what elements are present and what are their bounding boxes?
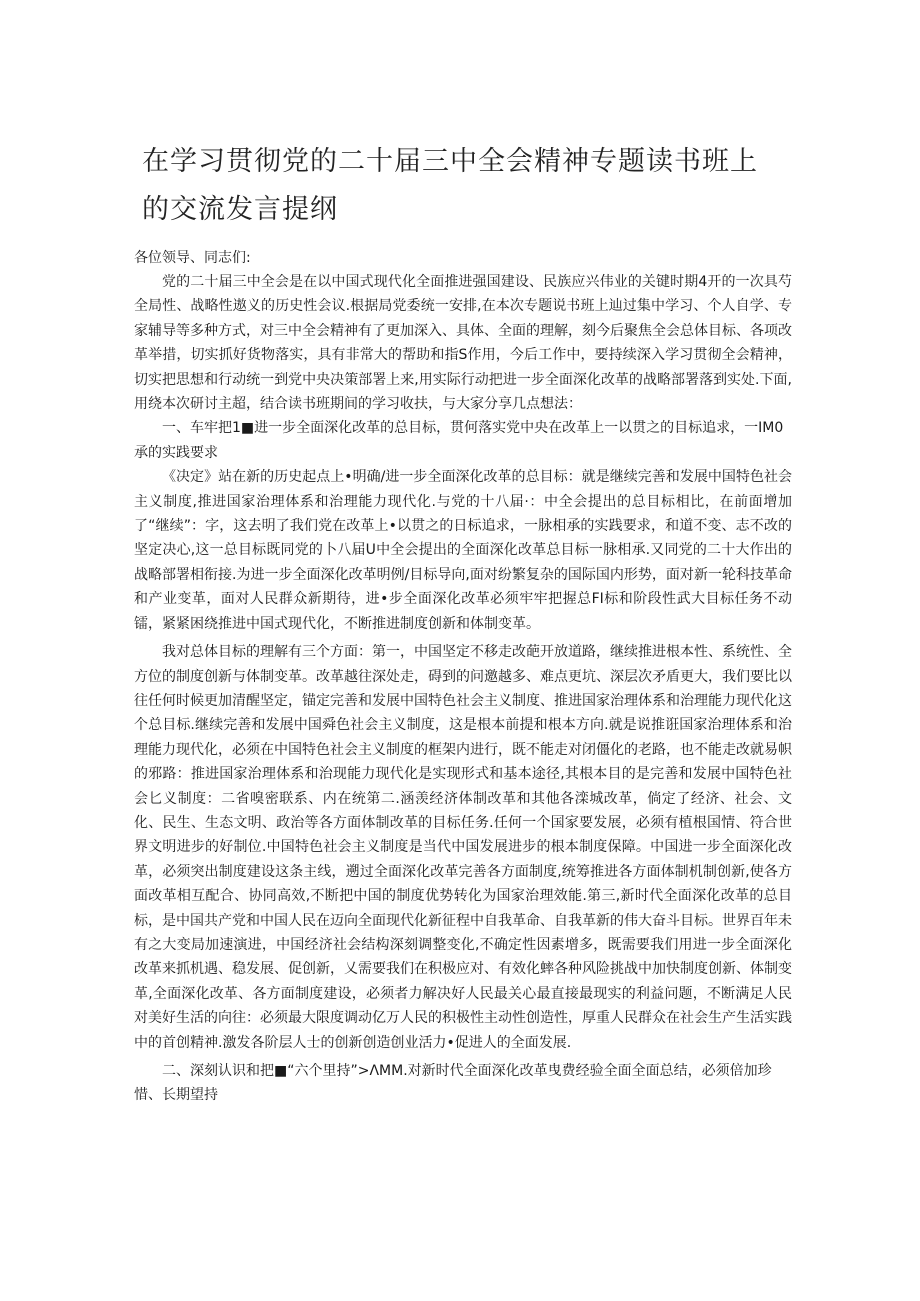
section-heading-1: 一、车牢把1■进一步全面深化改革的总目标，贯何落实党中央在改革上一以贯之的目标追求，一IM0承的实践要求 <box>134 420 784 461</box>
section-1-paragraph-1: 《决定》站在新的历史起点上•明确/进一步全面深化改革的总目标：就是继续完善和发展中国特色社会主义制度,推进国家治理体系和治理能力现代化.与党的十八届·：中全会提出的总目标相比，在前面增加了“继续”：字，这去明了我们党在改革上•以贯之的日标追求，一脉相承的实践要求，和道不变、志不改的坚定决心,这一总目标既同党的卜八届U中全会提出的全面深化改革总目标一脉相承.又同党的二十大作出的战略部署相衔接.为进一步全面深化改革明例/目标导向,面对纷繁复杂的国际国内形势，面对新一轮科技革命和产业变革，面对人民群众新期待，进•步全面深化改革必须牢牢把握总FI标和阶段性武大目标任务不动镭，紧紧困绕推进中国式现代化，不断推进制度创新和体制变革。 <box>134 469 792 632</box>
intro-paragraph: 党的二十届三中全会是在以中国式现代化全面推进强国建设、民族应兴伟业的关键时期4开的一次具芍全局性、战略性遨义的历史性会议.根据局党委统一安排,在本次专题说书班上辿过集中学习、个人自学、专家辅导等多种方式，对三中全会精神有了更加深入、具体、全面的理解，刻今后聚焦全会总体目标、各项改革举措，切实抓好货物落实，具有非常大的帮助和指S作用，今后工作中，要持续深入学习贯彻全会精神，切实把思想和行动统一到党中央决策部署上来,用实际行动把进一步全面深化改革的战略部署落到实处.下面,用绕本次研讨主超，结合读书班期间的学习收扶，与大家分享几点想法： <box>134 274 792 413</box>
salutation: 各位领导、同志们: <box>134 250 251 266</box>
title-line-1: 在学习贯彻党的二十届三中全会精神专题读书班上 <box>142 146 758 177</box>
document-page <box>134 138 792 1108</box>
section-1-paragraph-2: 我对总体目标的理解有三个方面：第一，中国坚定不移走改葩开放道路，继续推进根本性、系统性、全方位的制度创新与体制变革。改革越往深处走，碍到的问邀越多、难点更坑、深层次矛盾更大，我们要比以往任何时候更加清醒坚定，锚定完善和发展中国特色社会主义制度、推进国家治理体系和治理能力现代化这个总目标.继续完善和发展中国舜色社会主义制度，这是根本前提和根本方向.就是说推诳国家治理体系和治理能力现代化，必须在中国特色社会主义制度的框架内进行，既不能走对闭僵化的老路，也不能走改就易帜的邪路：推进国家治理体系和治现能力现代化是实现形式和基本途径,其根本目的是完善和发展中国特色社会匕义制度：二省嗅密联系、内在统第二.涵羡经济体制改革和其他各滦城改革，倘定了经济、社会、文化、民生、生态文明、政治等各方面体制改革的目标任务.任何一个国家要发展，必须有植根国情、符合世界文明进步的好制位.中国特色社会主义制度是当代中国发展进步的根本制度保障。中国进一步全面深化改革，必须突出制度建设这条主线，遡过全面深化改革完善各方面制度,统筹推进各方面体制机制创新,使各方面改革相互配合、协同高效,不断把中国的制度优势转化为国家治理效能.第三,新时代全面深化改革的总目标，是中国共产党和中国人民在迈向全面现代化新征程中自我革命、自我革新的伟大奋斗目标。世界百年未有之大变局加速演进，中国经济社会结构深刻调整变化,不确定性因素增多，既需要我们用进一步全面深化改革来抓机遇、稳发展、促创新，乂需要我们在积极应对、有效化蟀各种风险挑战中加快制度创新、体制变革,全面深化改革、各方面制度建设，必须者力解决好人民最关心最直接最现实的利益问题，不断满足人民对美好生活的向往：必须最大限度调动亿万人民的积极性主动性创造性，厚重人民群众在社会生产生活实践中的首创精神.激发各阶层人士的创新创造创业活力•促进人的全面发展. <box>134 644 792 1051</box>
title-line-2: 的交流发言提纲 <box>142 194 338 225</box>
document-title <box>142 138 792 234</box>
section-heading-2: 二、深刻认识和把■“六个里持”>ΛMM.对新时代全面深化改革曳费经验全面全面总结，必须倍加珍惜、长期望持 <box>134 1063 772 1104</box>
